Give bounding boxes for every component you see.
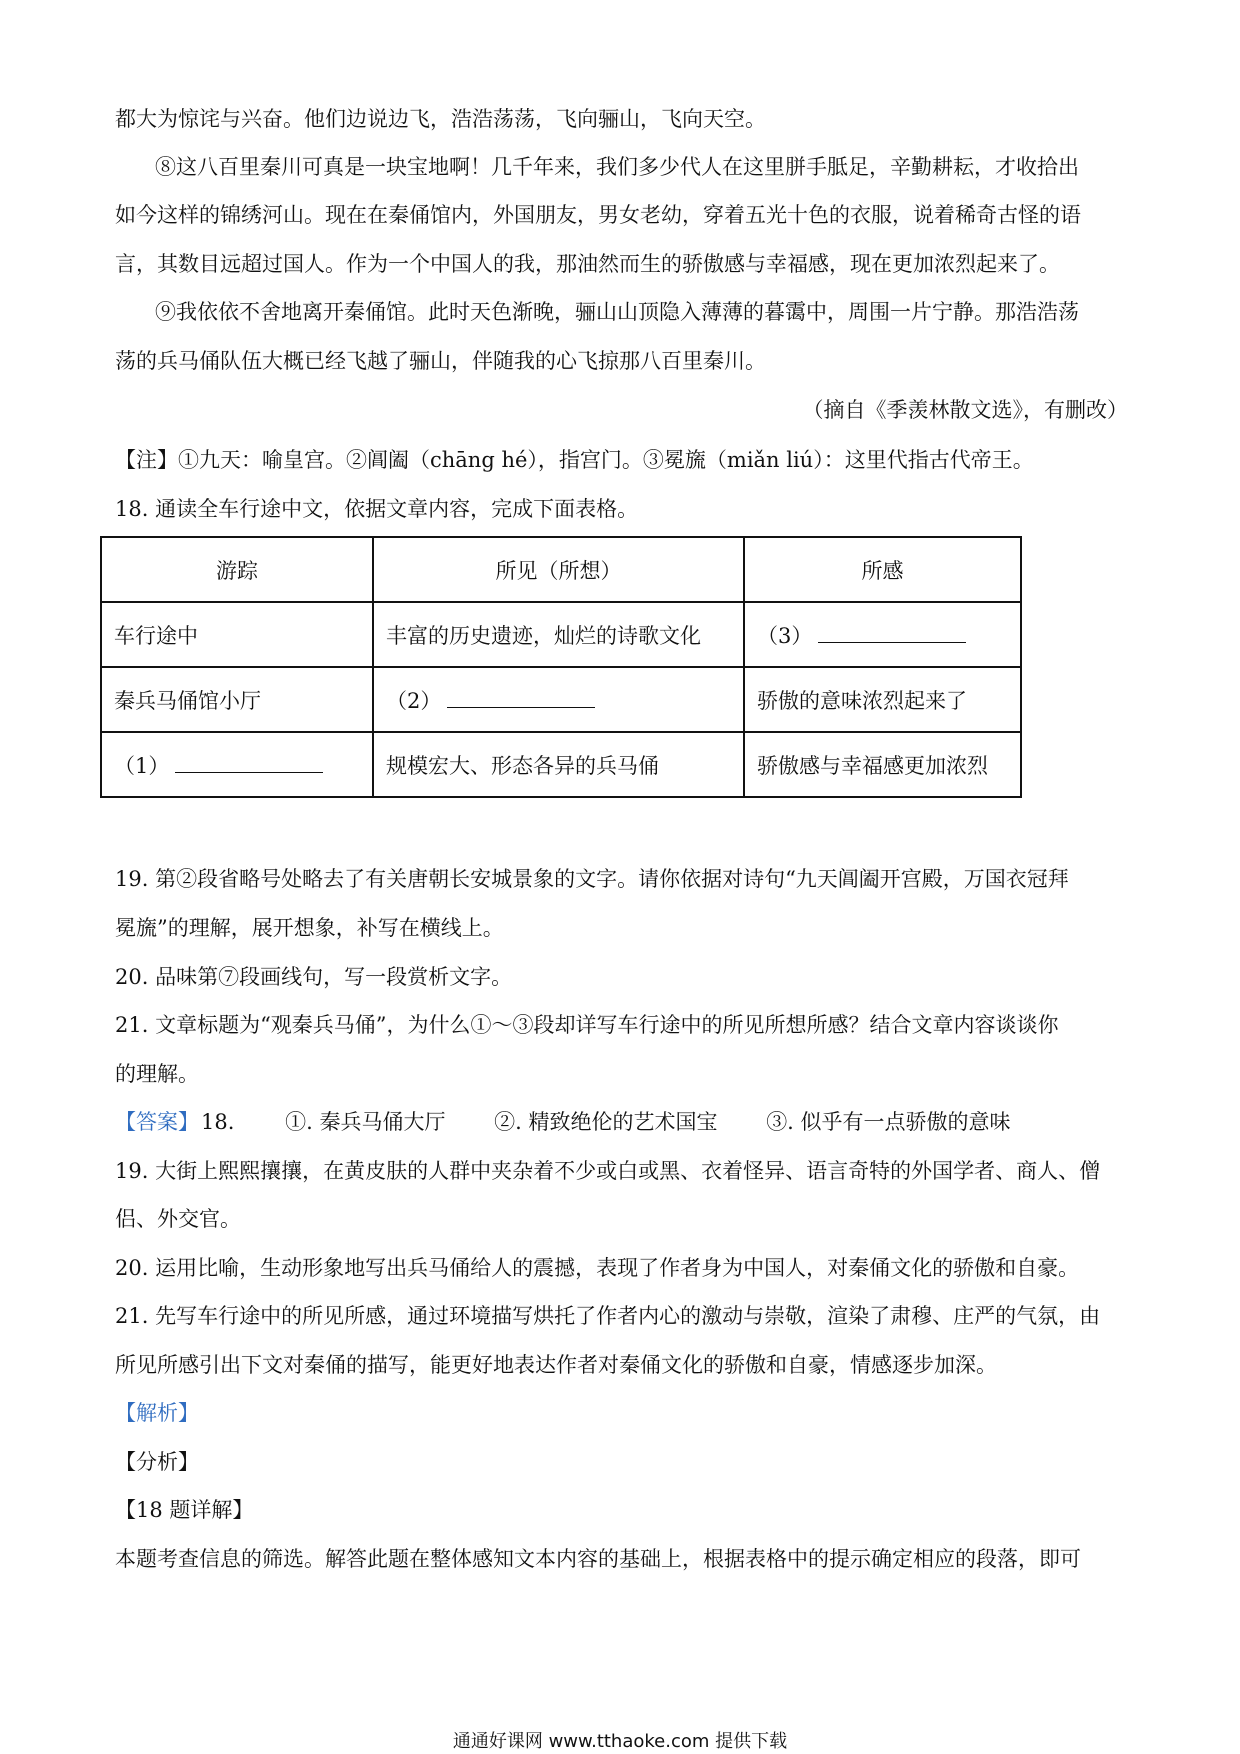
table-cell: 规模宏大、形态各异的兵马俑 (373, 732, 744, 797)
table-cell (373, 667, 744, 732)
paragraph-8-line-3: 言，其数目远超过国人。作为一个中国人的我，那油然而生的骄傲感与幸福感，现在更加浓烈起来了。 (115, 252, 1060, 276)
table-cell: 骄傲的意味浓烈起来了 (744, 667, 1021, 732)
table-row (101, 602, 1021, 667)
paragraph-9-line-2: 荡的兵马俑队伍大概已经飞越了骊山，伴随我的心飞掠那八百里秦川。 (115, 349, 766, 373)
question-19-line-2: 冕旒”的理解，展开想象，补写在横线上。 (115, 916, 504, 940)
table-cell (744, 602, 1021, 667)
answer-18-number: 18. (201, 1110, 235, 1134)
table-cell: 丰富的历史遗迹，灿烂的诗歌文化 (373, 602, 744, 667)
question-20: 20. 品味第⑦段画线句，写一段赏析文字。 (115, 965, 513, 989)
question-18: 18. 通读全车行途中文，依据文章内容，完成下面表格。 (115, 497, 639, 521)
table-row (101, 667, 1021, 732)
table-cell (101, 732, 373, 797)
table-cell: 骄傲感与幸福感更加浓烈 (744, 732, 1021, 797)
question-21-line-1: 21. 文章标题为“观秦兵马俑”，为什么①～③段却详写车行途中的所见所想所感？结合文章内容谈谈你 (115, 1013, 1059, 1037)
question-18-detail-text: 本题考查信息的筛选。解答此题在整体感知文本内容的基础上，根据表格中的提示确定相应的段落，即可 (115, 1547, 1081, 1571)
fenxi-tag: 【分析】 (115, 1450, 199, 1474)
answer-18-item-1: ①. 秦兵马俑大厅 (285, 1110, 446, 1134)
answer-18-item-2: ②. 精致绝伦的艺术国宝 (494, 1110, 718, 1134)
footnote: 【注】①九天：喻皇宫。②阊阖（chāng hé），指宫门。③冕旒（miǎn liú）：这里代指古代帝王。 (115, 448, 1034, 472)
header-cell: 游踪 (101, 537, 373, 602)
answer-19-line-1: 19. 大街上熙熙攘攘，在黄皮肤的人群中夹杂着不少或白或黑、衣着怪异、语言奇特的外国学者、商人、僧 (115, 1159, 1101, 1183)
question-18-detail-tag: 【18 题详解】 (115, 1498, 254, 1522)
paragraph-9-line-1: ⑨我依依不舍地离开秦俑馆。此时天色渐晚，骊山山顶隐入薄薄的暮霭中，周围一片宁静。那浩浩荡 (155, 300, 1079, 324)
header-cell: 所见（所想） (373, 537, 744, 602)
answer-18-item-3: ③. 似乎有一点骄傲的意味 (766, 1110, 1011, 1134)
blank-label: （2） (386, 688, 442, 713)
table-row (101, 732, 1021, 797)
source-citation: （摘自《季羡林散文选》，有删改） (802, 398, 1128, 422)
question-19-line-1: 19. 第②段省略号处略去了有关唐朝长安城景象的文字。请你依据对诗句“九天阊阖开宫殿，万国衣冠拜 (115, 867, 1069, 891)
answer-blank (818, 624, 966, 643)
answer-21-line-2: 所见所感引出下文对秦俑的描写，能更好地表达作者对秦俑文化的骄傲和自豪，情感逐步加深。 (115, 1353, 997, 1377)
itinerary-table (100, 536, 1022, 798)
passage-continuation: 都大为惊诧与兴奋。他们边说边飞，浩浩荡荡，飞向骊山，飞向天空。 (115, 107, 766, 131)
answer-21-line-1: 21. 先写车行途中的所见所感，通过环境描写烘托了作者内心的激动与崇敬，渲染了肃穆、庄严的气氛，由 (115, 1304, 1101, 1328)
answer-blank (447, 689, 595, 708)
answer-blank (175, 754, 323, 773)
answer-20: 20. 运用比喻，生动形象地写出兵马俑给人的震撼，表现了作者身为中国人，对秦俑文化的骄傲和自豪。 (115, 1256, 1080, 1280)
blank-label: （1） (114, 753, 170, 778)
table-header-row (101, 537, 1021, 602)
paragraph-8-line-2: 如今这样的锦绣河山。现在在秦俑馆内，外国朋友，男女老幼，穿着五光十色的衣服，说着稀奇古怪的语 (115, 203, 1081, 227)
blank-label: （3） (757, 623, 813, 648)
answer-tag: 【答案】 (115, 1110, 199, 1134)
table-cell: 秦兵马俑馆小厅 (101, 667, 373, 732)
paragraph-8-line-1: ⑧这八百里秦川可真是一块宝地啊！几千年来，我们多少代人在这里胼手胝足，辛勤耕耘，才收拾出 (155, 155, 1079, 179)
question-21-line-2: 的理解。 (115, 1062, 199, 1086)
answer-18-line (115, 1107, 1135, 1137)
answer-19-line-2: 侣、外交官。 (115, 1207, 241, 1231)
page-footer: 通通好课网 www.tthaoke.com 提供下载 (452, 1731, 788, 1752)
table-cell: 车行途中 (101, 602, 373, 667)
analysis-tag: 【解析】 (115, 1401, 199, 1425)
header-cell: 所感 (744, 537, 1021, 602)
